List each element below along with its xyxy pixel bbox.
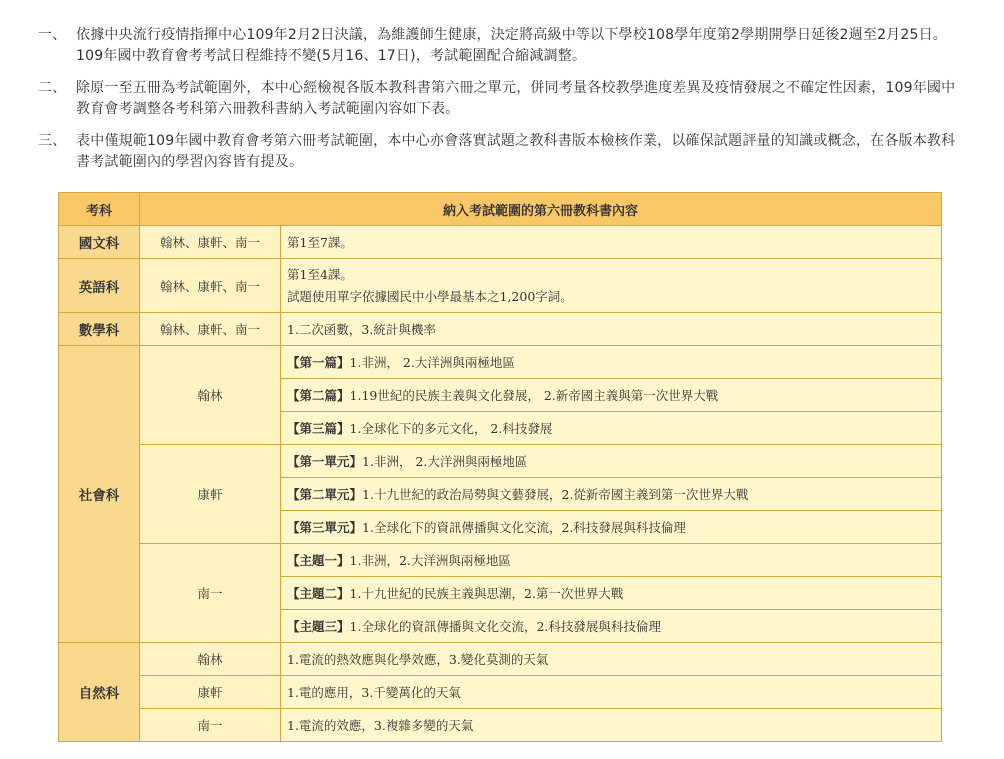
table-row — [59, 313, 942, 346]
content-cell — [281, 577, 942, 610]
publisher-cell: 翰林、康軒、南一 — [140, 259, 281, 313]
section-tag: 【第一篇】 — [287, 355, 350, 370]
section-tag: 【主題三】 — [287, 619, 350, 634]
table-row — [59, 445, 942, 478]
content-cell — [281, 346, 942, 379]
table-row — [59, 544, 942, 577]
section-text: 1.非洲， 2.大洋洲與兩極地區 — [349, 355, 515, 370]
publisher-cell: 康軒 — [140, 676, 281, 709]
table-row — [59, 643, 942, 676]
content-cell: 第1至7課。 — [281, 226, 942, 259]
subject-math: 數學科 — [59, 313, 140, 346]
content-cell: 1.電流的效應，3.複雜多變的天氣 — [281, 709, 942, 742]
content-cell — [281, 478, 942, 511]
subject-english: 英語科 — [59, 259, 140, 313]
publisher-cell: 南一 — [140, 709, 281, 742]
subject-chinese: 國文科 — [59, 226, 140, 259]
section-tag: 【第二單元】 — [287, 487, 363, 502]
section-tag: 【主題二】 — [287, 586, 350, 601]
note-item — [38, 25, 968, 67]
content-cell — [281, 445, 942, 478]
publisher-cell: 康軒 — [140, 445, 281, 544]
section-text: 1.19世紀的民族主義與文化發展， 2.新帝國主義與第一次世界大戰 — [349, 388, 719, 403]
table-row — [59, 709, 942, 742]
section-text: 1.全球化下的多元文化， 2.科技發展 — [349, 421, 553, 436]
notes-list — [38, 25, 968, 184]
section-text: 1.非洲， 2.大洋洲與兩極地區 — [362, 454, 528, 469]
header-content: 納入考試範圍的第六冊教科書內容 — [140, 193, 942, 226]
content-cell: 1.二次函數，3.統計與機率 — [281, 313, 942, 346]
section-text: 1.全球化下的資訊傳播與文化交流，2.科技發展與科技倫理 — [362, 520, 686, 535]
content-cell: 1.電的應用，3.千變萬化的天氣 — [281, 676, 942, 709]
section-text: 1.十九世紀的政治局勢與文藝發展，2.從新帝國主義到第一次世界大戰 — [362, 487, 749, 502]
content-cell — [281, 544, 942, 577]
exam-scope-table — [58, 192, 942, 742]
content-cell — [281, 511, 942, 544]
note-text: 除原一至五冊為考試範圍外，本中心經檢視各版本教科書第六冊之單元，併同考量各校教學進度差異及疫情發展之不確定性因素，109年國中教育會考調整各考科第六冊教科書納入考試範圍內容如下表。 — [76, 80, 956, 117]
note-item — [38, 131, 968, 173]
section-text: 1.十九世紀的民族主義與思潮，2.第一次世界大戰 — [349, 586, 624, 601]
table-row — [59, 226, 942, 259]
section-text: 1.全球化的資訊傳播與文化交流，2.科技發展與科技倫理 — [349, 619, 661, 634]
publisher-cell: 翰林 — [140, 346, 281, 445]
note-text: 依據中央流行疫情指揮中心109年2月2日決議，為維護師生健康，決定將高級中等以下學校108學年度第2學期開學日延後2週至2月25日。109年國中教育會考考試日程維持不變(5月16、17日)，考試範圍配合縮減調整。 — [76, 27, 947, 64]
note-item — [38, 78, 968, 120]
table-row — [59, 259, 942, 313]
section-text: 1.非洲，2.大洋洲與兩極地區 — [349, 553, 511, 568]
header-subject: 考科 — [59, 193, 140, 226]
note-number: 二、 — [38, 80, 67, 96]
section-tag: 【第三篇】 — [287, 421, 350, 436]
subject-science: 自然科 — [59, 643, 140, 742]
note-text: 表中僅規範109年國中教育會考第六冊考試範圍，本中心亦會落實試題之教科書版本檢核作業，以確保試題評量的知識或概念，在各版本教科書考試範圍內的學習內容皆有提及。 — [76, 133, 956, 170]
publisher-cell: 翰林、康軒、南一 — [140, 313, 281, 346]
content-cell: 1.電流的熱效應與化學效應，3.變化莫測的天氣 — [281, 643, 942, 676]
content-line: 第1至4課。 — [287, 266, 353, 282]
publisher-cell: 南一 — [140, 544, 281, 643]
note-number: 三、 — [38, 133, 67, 149]
publisher-cell: 翰林 — [140, 643, 281, 676]
content-cell — [281, 610, 942, 643]
content-cell — [281, 412, 942, 445]
section-tag: 【第三單元】 — [287, 520, 363, 535]
table-header-row — [59, 193, 942, 226]
content-cell — [281, 259, 942, 313]
publisher-cell: 翰林、康軒、南一 — [140, 226, 281, 259]
section-tag: 【第一單元】 — [287, 454, 363, 469]
content-line: 試題使用單字依據國民中小學最基本之1,200字詞。 — [287, 288, 573, 304]
subject-social: 社會科 — [59, 346, 140, 643]
note-number: 一、 — [38, 27, 67, 43]
content-cell — [281, 379, 942, 412]
table-row — [59, 346, 942, 379]
section-tag: 【主題一】 — [287, 553, 350, 568]
table-row — [59, 676, 942, 709]
section-tag: 【第二篇】 — [287, 388, 350, 403]
